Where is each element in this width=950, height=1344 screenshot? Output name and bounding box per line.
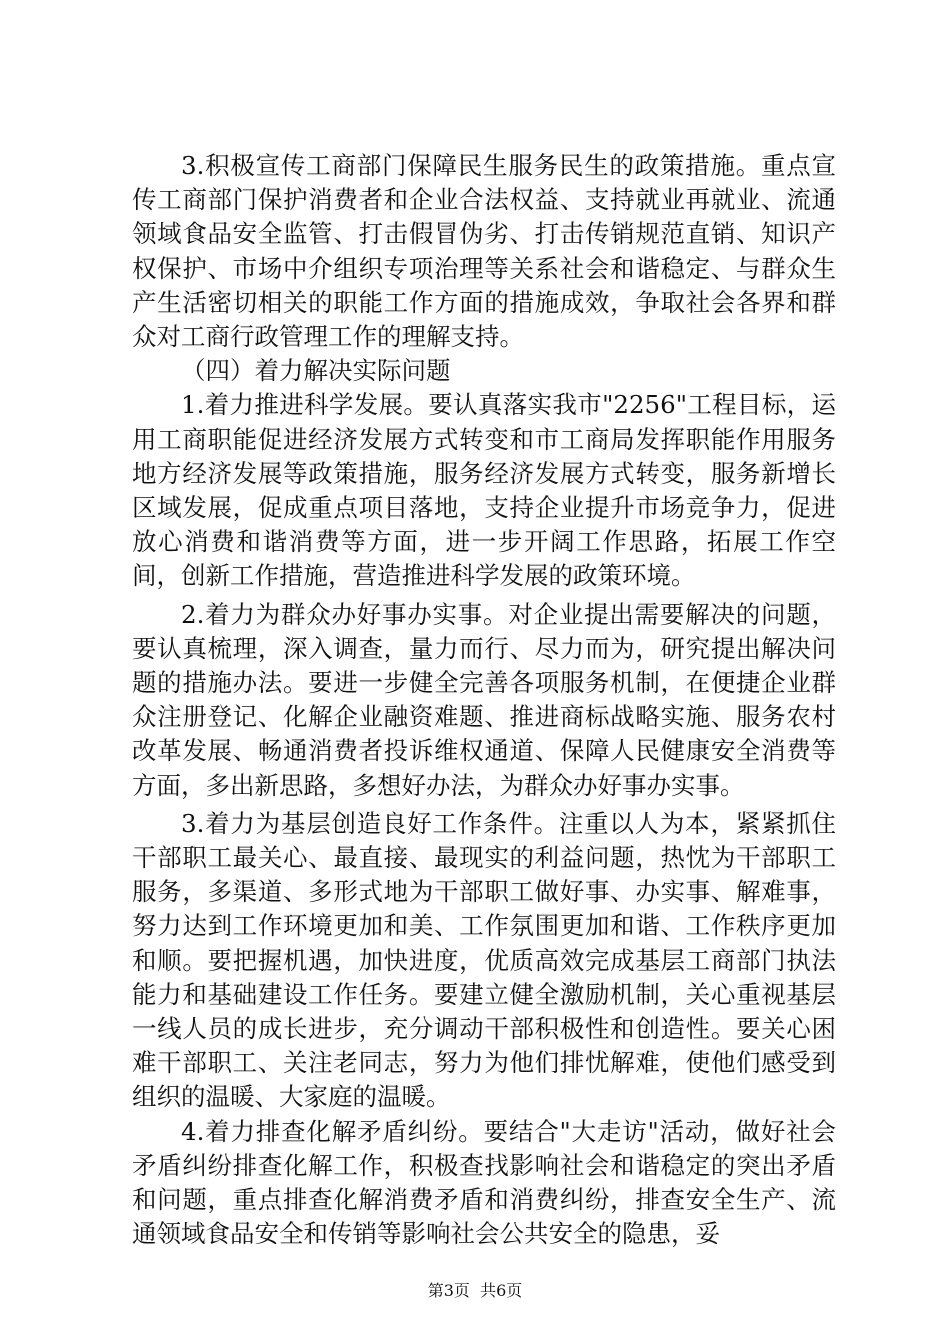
paragraph-scientific-development: 1.着力推进科学发展。要认真落实我市"2256"工程目标，运用工商职能促进经济发展方式转变和市工商局发挥职能作用服务地方经济发展等政策措施，服务经济发展方式转变，服务新增长区域发展，促成重点项目落地，支持企业提升市场竞争力，促进放心消费和谐消费等方面，进一步开阔工作思路，拓展工作空间，创新工作措施，营造推进科学发展的政策环境。 [132,390,836,591]
section-heading-solve-problems: （四）着力解决实际问题 [181,356,451,386]
paragraph-serve-masses: 2.着力为群众办好事办实事。对企业提出需要解决的问题，要认真梳理，深入调查，量力而行、尽力而为，研究提出解决问题的措施办法。要进一步健全完善各项服务机制，在便捷企业群众注册登记、化解企业融资难题、推进商标战略实施、服务农村改革发展、畅通消费者投诉维权通道、保障人民健康安全消费等方面，多出新思路，多想好办法，为群众办好事办实事。 [132,599,836,800]
page-number-footer: 第3页 共6页 [427,1281,523,1300]
paragraph-publicize-policy: 3.积极宣传工商部门保障民生服务民生的政策措施。重点宣传工商部门保护消费者和企业合法权益、支持就业再就业、流通领域食品安全监管、打击假冒伪劣、打击传销规范直销、知识产权保护、市场中介组织专项治理等关系社会和谐稳定、与群众生产生活密切相关的职能工作方面的措施成效，争取社会各界和群众对工商行政管理工作的理解支持。 [132,151,836,352]
paragraph-resolve-disputes: 4.着力排查化解矛盾纠纷。要结合"大走访"活动，做好社会矛盾纠纷排查化解工作，积极查找影响社会和谐稳定的突出矛盾和问题，重点排查化解消费矛盾和消费纠纷，排查安全生产、流通领域食品安全和传销等影响社会公共安全的隐患，妥 [132,1116,836,1249]
paragraph-grassroots-conditions: 3.着力为基层创造良好工作条件。注重以人为本，紧紧抓住干部职工最关心、最直接、最现实的利益问题，热忱为干部职工服务，多渠道、多形式地为干部职工做好事、办实事、解难事，努力达到工作环境更加和美、工作氛围更加和谐、工作秩序更加和顺。要把握机遇，加快进度，优质高效完成基层工商部门执法能力和基础建设工作任务。要建立健全激励机制，关心重视基层一线人员的成长进步，充分调动干部积极性和创造性。要关心困难干部职工、关注老同志，努力为他们排忧解难，使他们感受到组织的温暖、大家庭的温暖。 [132,808,836,1112]
document-body [132,149,836,1252]
